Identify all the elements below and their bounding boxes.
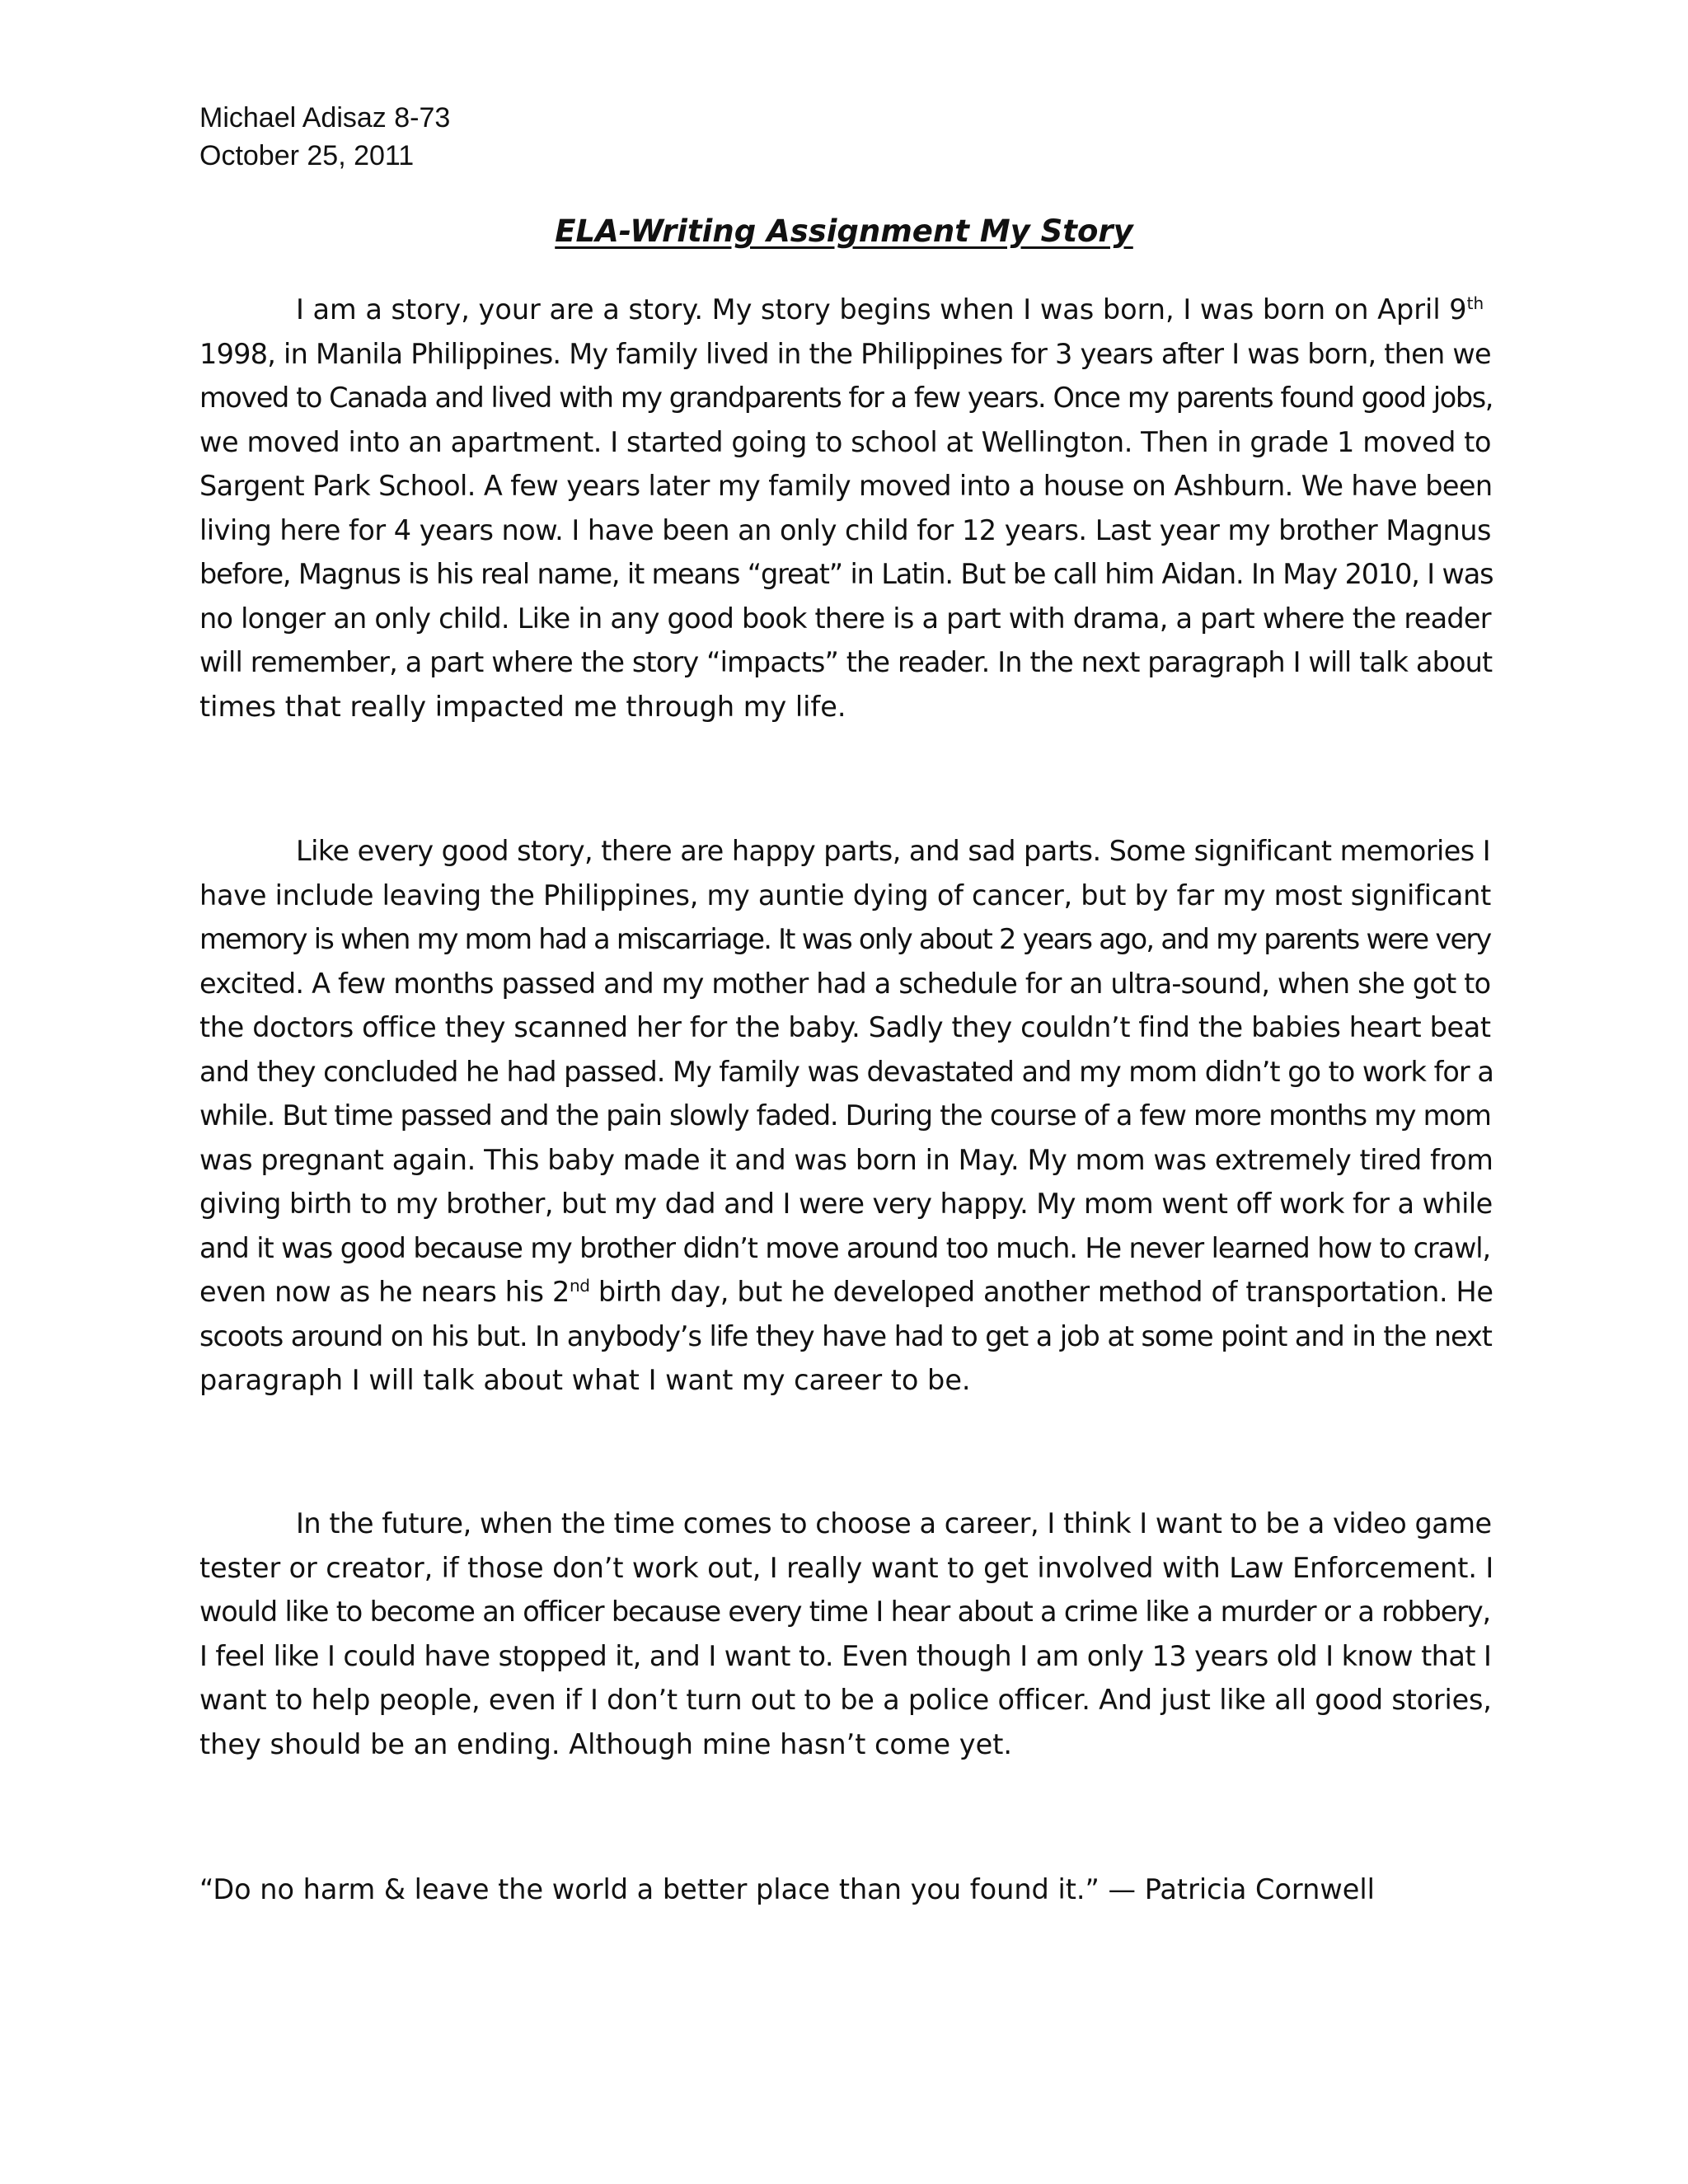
paragraph-line: 1998, in Manila Philippines. My family lived in the Philippines for 3 years after I was born, then we <box>199 337 1491 370</box>
paragraph-line: memory is when my mom had a miscarriage. It was only about 2 years ago, and my parents were very <box>199 923 1491 955</box>
paragraph-3 <box>199 1502 1493 1766</box>
paragraph-line: while. But time passed and the pain slowly faded. During the course of a few more months my mom <box>199 1099 1491 1132</box>
paragraph-line: and it was good because my brother didn’t move around too much. He never learned how to crawl, <box>199 1231 1491 1264</box>
paragraph-1 <box>199 288 1493 729</box>
paragraph-line: I am a story, your are a story. My story begins when I was born, I was born on April 9th <box>296 293 1484 326</box>
closing-quote: “Do no harm & leave the world a better place than you found it.” — Patricia Cornwell <box>199 1873 1375 1905</box>
paragraph-line: scoots around on his but. In anybody’s life they have had to get a job at some point and in the next <box>199 1319 1492 1352</box>
paragraph-line: times that really impacted me through my life. <box>199 690 846 723</box>
paragraph-line: would like to become an officer because every time I hear about a crime like a murder or a robbery, <box>199 1596 1490 1628</box>
paragraph-line: the doctors office they scanned her for the baby. Sadly they couldn’t find the babies heart beat <box>199 1011 1491 1043</box>
paragraph-line: living here for 4 years now. I have been an only child for 12 years. Last year my brother Magnus <box>199 513 1491 546</box>
paragraph-line: before, Magnus is his real name, it means “great” in Latin. But be call him Aidan. In May 2010, I was <box>199 558 1493 590</box>
paragraph-line: want to help people, even if I don’t turn out to be a police officer. And just like all good stories, <box>199 1684 1492 1716</box>
paragraph-line: Sargent Park School. A few years later my family moved into a house on Ashburn. We have been <box>199 470 1493 502</box>
paragraph-line: giving birth to my brother, but my dad and I were very happy. My mom went off work for a while <box>199 1188 1493 1220</box>
document-title: ELA-Writing Assignment My Story <box>555 213 1133 249</box>
paragraph-line: Like every good story, there are happy parts, and sad parts. Some significant memories I <box>296 835 1491 867</box>
paragraph-line: excited. A few months passed and my mother had a schedule for an ultra-sound, when she got to <box>199 967 1491 1000</box>
author-line: Michael Adisaz 8-73 <box>199 102 451 134</box>
ordinal-suffix: nd <box>569 1275 590 1296</box>
document-header <box>199 99 450 175</box>
paragraph-line: In the future, when the time comes to choose a career, I think I want to be a video game <box>296 1507 1492 1540</box>
paragraph-line: they should be an ending. Although mine hasn’t come yet. <box>199 1727 1013 1760</box>
paragraph-line: paragraph I will talk about what I want my career to be. <box>199 1364 971 1396</box>
paragraph-line: and they concluded he had passed. My family was devastated and my mom didn’t go to work for a <box>199 1055 1493 1088</box>
paragraph-line: moved to Canada and lived with my grandparents for a few years. Once my parents found good jobs, <box>199 382 1493 414</box>
paragraph-line: we moved into an apartment. I started going to school at Wellington. Then in grade 1 moved to <box>199 425 1492 458</box>
paragraph-line: even now as he nears his 2nd birth day, but he developed another method of transportation. He <box>199 1275 1493 1308</box>
date-line: October 25, 2011 <box>199 140 415 171</box>
paragraph-line: have include leaving the Philippines, my auntie dying of cancer, but by far my most significant <box>199 879 1492 912</box>
paragraph-line: was pregnant again. This baby made it and was born in May. My mom was extremely tired from <box>199 1143 1493 1176</box>
paragraph-line: tester or creator, if those don’t work out, I really want to get involved with Law Enforcement. I <box>199 1551 1494 1584</box>
paragraph-line: no longer an only child. Like in any good book there is a part with drama, a part where the reader <box>199 602 1491 635</box>
ordinal-suffix: th <box>1466 293 1484 313</box>
paragraph-line: I feel like I could have stopped it, and I want to. Even though I am only 13 years old I know that I <box>199 1639 1492 1672</box>
paragraph-2 <box>199 829 1493 1403</box>
paragraph-line: will remember, a part where the story “impacts” the reader. In the next paragraph I will talk about <box>199 646 1493 678</box>
